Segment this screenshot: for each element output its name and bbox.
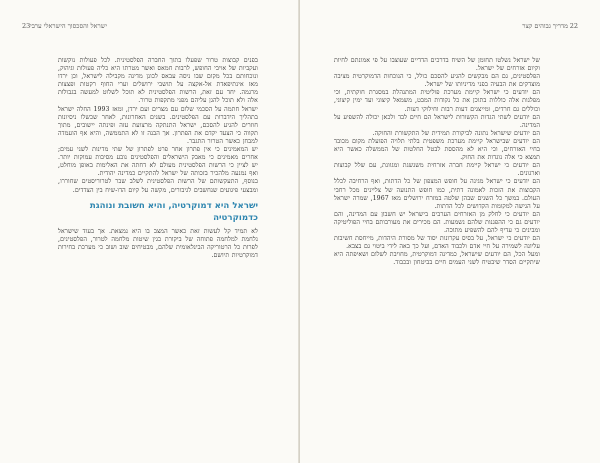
right-page-number: 22 [569,22,578,30]
left-text-column [58,57,258,260]
paragraph: הם יודעים שבישראל קיימת מערכת משפטית בלתי תלויה הפועלת מקום מכובד בחיי האזרחים, וכי היא לא מהססת לבטל החלטות של הממשלה כאשר היא תמצא כי אלה נוגדות את החוק. [334,137,540,162]
paragraph: בנוסף, התעקשותם של הרשות הפלסטינית לשלב שבר לטרוריסטים שחוררו, ומבצעי פיגועים שנחשבים לגיבורים, מקשה על קיום הדו-שיח בין הצדדים. [58,178,258,194]
paragraph: הם יודעים כי ישראל קיימת חברה אזרחית משגשגת ומגוונת, עם שלל קבוצות וארגונים. [334,162,540,178]
right-running-title: מדריך גבוהים קצר [522,22,568,30]
paragraph: הם יודעים שישראל נתונה לביקורת תמידית של התקשורת והחוקה. [372,129,540,137]
right-page [300,0,600,463]
right-text-column [334,57,540,267]
paragraph: ומעל הכל, הם יודעים שישראל, כמדינה דמוקרטית, מחויבת לשלום ושאיפתה היא שיתקיים הסדר שיבטיח לשני העמים חיים בביטחון ובכבוד. [334,251,540,267]
left-running-title: ישראל והסכסוך הישראלי ערבי [30,22,108,30]
paragraph: בפנים קבוצות טרור שפעלו בתוך החברה הפלסטינית. לכל פעולות נוקשות ועקביות של אויבי החופש, לרבות חמאס ואשר מטרתו היא כליה פעולות וגיהוק, ונוכחותם בכל מקום שבו ניסה עבאס לכונן מדינה מקבילה לישראל, וכן ירדו מאז אינתיפאדת אל-אקצה על תושבי ירושלים וערי החוף רקטות ופצצות מרגמה. יחד עם זאת, הרשות הפלסטינית לא תוכל לשלוט למעשה בגבולות אלה ולא תוכל להגן עליהם מפני מתקפות טרור. [58,57,258,105]
paragraph: הם יודעים כי ישראל, על בסיס עקרונות יסוד של מסורת היהדות, מייחסת חשיבות עליונה לשמירה על חיי אדם ולכבוד האדם, ועל כך באה לידי ביטוי גם בצבא. [334,235,540,251]
paragraph: הם יודעים לשתי הגדות הקשורות לישראל הם חיים לבד ולכאן יכולה להשפיע על המדינה. [334,113,540,129]
left-page-number: 23 [22,22,31,30]
paragraph: הם יודעים כי ישראל מגינה על חופש המצפון של כל הדתות, ואף הרחיבה לכלל הקבוצות את הזכות לאמונה דתית, כמו חופש התנועה של צליינים מכל רחבי העולם. במשך כל השנים שבהן שלטה במזרח ירושלים מאז 1967, שמרה ישראל על הגישה למקומות הקדושים לכל הדתות. [334,178,540,210]
paragraph: ישראל חתמה על הסכמי שלום עם מצרים ועם ירדן, ומאז 1993 החלה ישראל בתהליך הידברות עם הפלסטינים. בשנים האחרונות, לאחר שכשלו ניסיונות חוזרים להגיע להסכם, ישראל התנתקה מרצועת עזה ופינתה יישובים, מתוך תקווה כי הצעד יקדם את הפתרון. אך הבנה זו לא התממשה, והיא אף הועמדה למבחן כאשר הטרור התגבר. [58,105,258,145]
section-heading: ישראל היא דמוקרטיה, והיא חשובת ונוהגת כדמוקרטיה [89,200,258,223]
paragraph: לא תמיד קל לעשות זאת כאשר המצב בו היא נמצאת. אך בעוד שישראל נלחמת למלחמה פתוחה של ביקורת בגין שיטות מלחמה לטרור, הפלסטינים, לפרות כל הרטוריקה הבינלאומית שלהם, מבטיחים שוב ושוב כי מערכת בחירות דמוקרטיות תיושם. [58,227,258,259]
paragraph: הם יודעים כי לחלק מן האזרחים הערבים בישראל יש חשבון עם המדינה, והם יודעים גם כי ההפגנות שלהם נשמעות. הם מכירים את מעורבותם בחיי הפוליטיקה ומבינים כי עדיף להם להשפיע מתוכה. [334,210,540,234]
paragraph: הם יודעים כי ישראל קיימת מערכת פוליטית המתנהלת במסגרת חוקתית, וכי מפלגות אלה כוללות בתוכן את כל נקודות המבט, משמאל קיצוני ועד ימין קיצוני, וכוללים גם חרדים, ומייצגים דעות רבות וחילוקי דעות. [334,89,540,113]
paragraph: הפלסטינים, גם הם מבקשים להגיע להסכם כולל, כי הנוכחות הדמוקרטית מציבה מוצדקים את הבעיה בפני מדיניותו של ישראל. [334,73,540,89]
paragraph: של ישראל נשלטו תחומן של השיח בדרכים הדדיים שעוצבו על פי אמונתם לחיות וקיום אזרחים של ישראל. [334,57,540,73]
paragraph: יש המאמינים כי אין פתרון אחר פרט לפתרון של שתי מדינות לשני עמים; אחרים מאמינים כי מאבק הישראלים והפלסטינים נובע מסיבות עמוקות יותר. יש לציין כי הרשות הפלסטינית מעולם לא דחתה את האלימות באופן מוחלט, ואף נמנעה מלהכיר בזכותה של ישראל להתקיים כמדינה יהודית. [58,146,258,178]
